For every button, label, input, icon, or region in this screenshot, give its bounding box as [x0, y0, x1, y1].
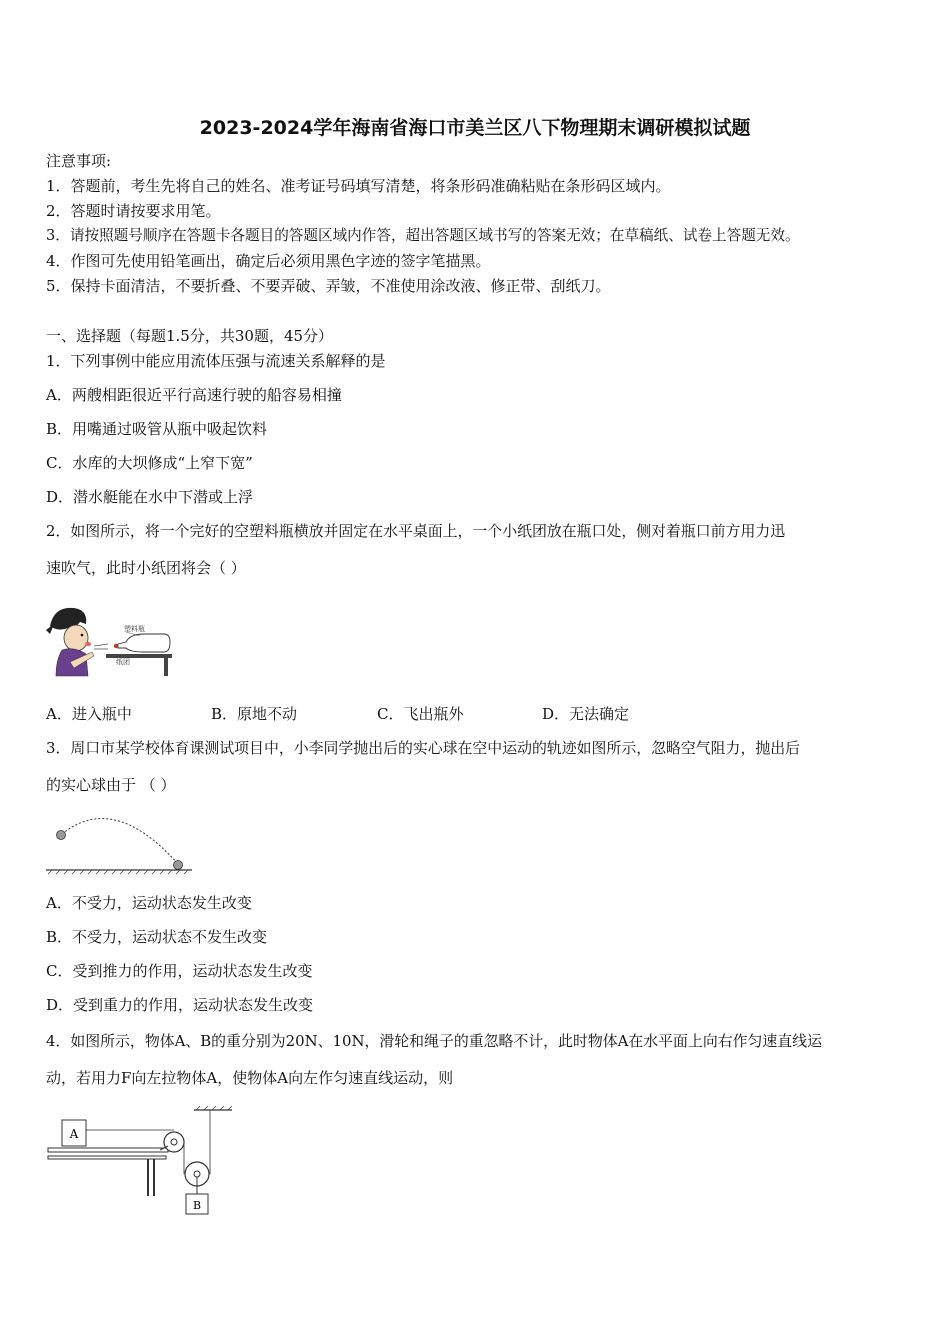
notice-item: 3．请按照题号顺序在答题卡各题目的答题区域内作答，超出答题区域书写的答案无效；在草稿纸、试卷上答题无效。: [46, 227, 800, 244]
q2-figure-label-ball: 纸团: [116, 658, 130, 666]
q1-option-d: D．潜水艇能在水中下潜或上浮: [46, 488, 254, 506]
notice-item: 4．作图可先使用铅笔画出，确定后必须用黑色字迹的签字笔描黑。: [46, 252, 491, 270]
q1-option-c: C．水库的大坝修成“上窄下宽”: [46, 454, 253, 472]
q2-option-c: C．飞出瓶外: [377, 705, 464, 723]
q4-figure-label-b: B: [192, 1199, 202, 1212]
q3-figure-ball-start: [57, 831, 66, 840]
q3-figure: [44, 810, 196, 876]
q3-figure-ball-end: [174, 861, 183, 870]
q3-option-c: C．受到推力的作用，运动状态发生改变: [46, 962, 313, 980]
notice-item: 2．答题时请按要求用笔。: [46, 202, 221, 220]
q2-option-b: B．原地不动: [211, 705, 298, 723]
question-3-stem-cont: 的实心球由于 （ ）: [46, 776, 176, 794]
section-heading: 一、选择题（每题1.5分，共30题，45分）: [46, 327, 334, 345]
q4-figure-table: [48, 1148, 168, 1152]
question-1-stem: 1．下列事例中能应用流体压强与流速关系解释的是: [46, 352, 386, 370]
q3-option-d: D．受到重力的作用，运动状态发生改变: [46, 996, 314, 1014]
question-2-stem: 2．如图所示，将一个完好的空塑料瓶横放并固定在水平桌面上，一个小纸团放在瓶口处，侧对着瓶口前方用力迅: [46, 522, 786, 540]
question-4-stem: 4．如图所示，物体A、B的重分别为20N、10N，滑轮和绳子的重忽略不计，此时物体A在水平面上向右作匀速直线运: [46, 1032, 822, 1050]
q1-option-b: B．用嘴通过吸管从瓶中吸起饮料: [46, 420, 268, 438]
notice-item: 5．保持卡面清洁，不要折叠、不要弄破、弄皱，不准使用涂改液、修正带、刮纸刀。: [46, 277, 611, 295]
q2-option-a: A．进入瓶中: [46, 705, 132, 723]
q3-option-b: B．不受力，运动状态不发生改变: [46, 928, 268, 946]
q2-figure-face: [64, 625, 88, 651]
page-title: 2023-2024学年海南省海口市美兰区八下物理期末调研模拟试题: [199, 117, 751, 139]
q2-figure-paper-ball: [114, 644, 118, 648]
q3-figure-trajectory: [62, 819, 178, 864]
notice-heading: 注意事项:: [46, 152, 112, 170]
q2-figure-bottle: [118, 634, 170, 652]
q2-option-d: D．无法确定: [542, 705, 630, 723]
question-4-stem-cont: 动，若用力F向左拉物体A，使物体A向左作匀速直线运动，则: [46, 1069, 454, 1087]
q3-option-a: A．不受力，运动状态发生改变: [46, 894, 252, 912]
q4-figure-label-a: A: [69, 1127, 79, 1141]
question-3-stem: 3．周口市某学校体育课测试项目中，小李同学抛出后的实心球在空中运动的轨迹如图所示，忽略空气阻力，抛出后: [46, 739, 801, 757]
notice-item: 1．答题前，考生先将自己的姓名、准考证号码填写清楚，将条形码准确粘贴在条形码区域内。: [46, 177, 671, 195]
q2-figure: [44, 604, 176, 678]
q2-figure-label-bottle: 塑料瓶: [124, 625, 145, 633]
q4-figure: [44, 1104, 236, 1220]
question-2-stem-cont: 速吹气，此时小纸团将会（ ）: [46, 559, 246, 577]
q1-option-a: A．两艘相距很近平行高速行驶的船容易相撞: [46, 386, 342, 404]
